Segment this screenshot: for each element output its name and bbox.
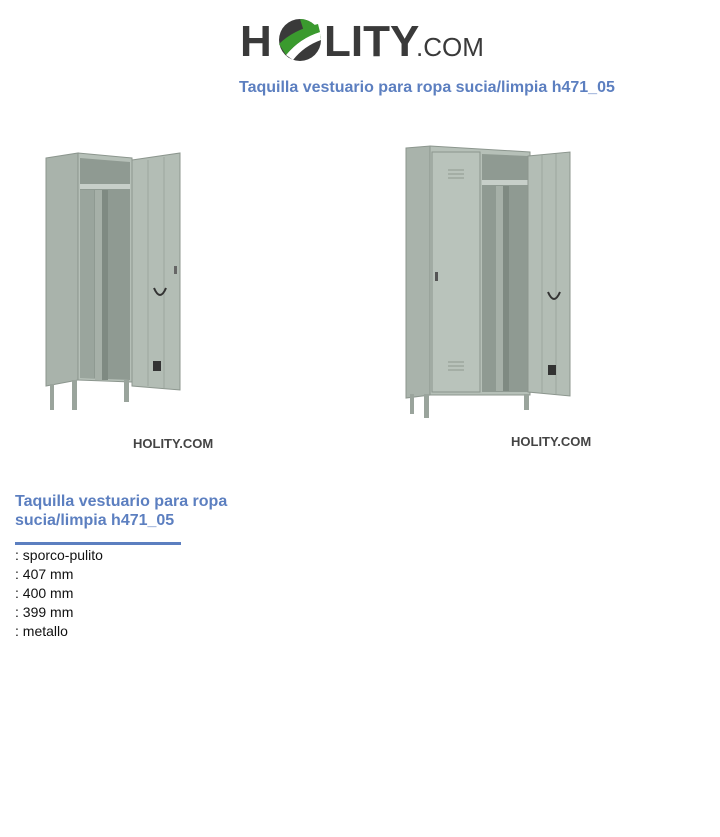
image-watermark-logo	[511, 431, 601, 451]
logo-letters-lity: LITY	[324, 17, 420, 66]
spec-item-dimension: : 407 mm	[15, 566, 74, 582]
watermark-text: HOLITY.COM	[133, 436, 213, 451]
spec-list	[15, 546, 103, 641]
section-divider	[15, 542, 181, 545]
page-title: Taquilla vestuario para ropa sucia/limpia h471_05	[239, 79, 615, 96]
holity-logo	[238, 10, 488, 70]
locker-image-single	[40, 148, 190, 418]
spec-item-type: : sporco-pulito	[15, 547, 103, 563]
logo-tld: .COM	[416, 32, 484, 62]
image-watermark-logo	[133, 433, 213, 453]
logo-o-mark	[279, 19, 321, 61]
product-name: Taquilla vestuario para ropa sucia/limpia h471_05	[15, 493, 228, 529]
logo-letter-h: H	[240, 17, 272, 66]
locker-image-double	[400, 140, 580, 422]
spec-item-dimension: : 399 mm	[15, 604, 74, 620]
watermark-text: HOLITY.COM	[511, 434, 592, 449]
spec-item-dimension: : 400 mm	[15, 585, 74, 601]
spec-item-material: : metallo	[15, 623, 68, 639]
